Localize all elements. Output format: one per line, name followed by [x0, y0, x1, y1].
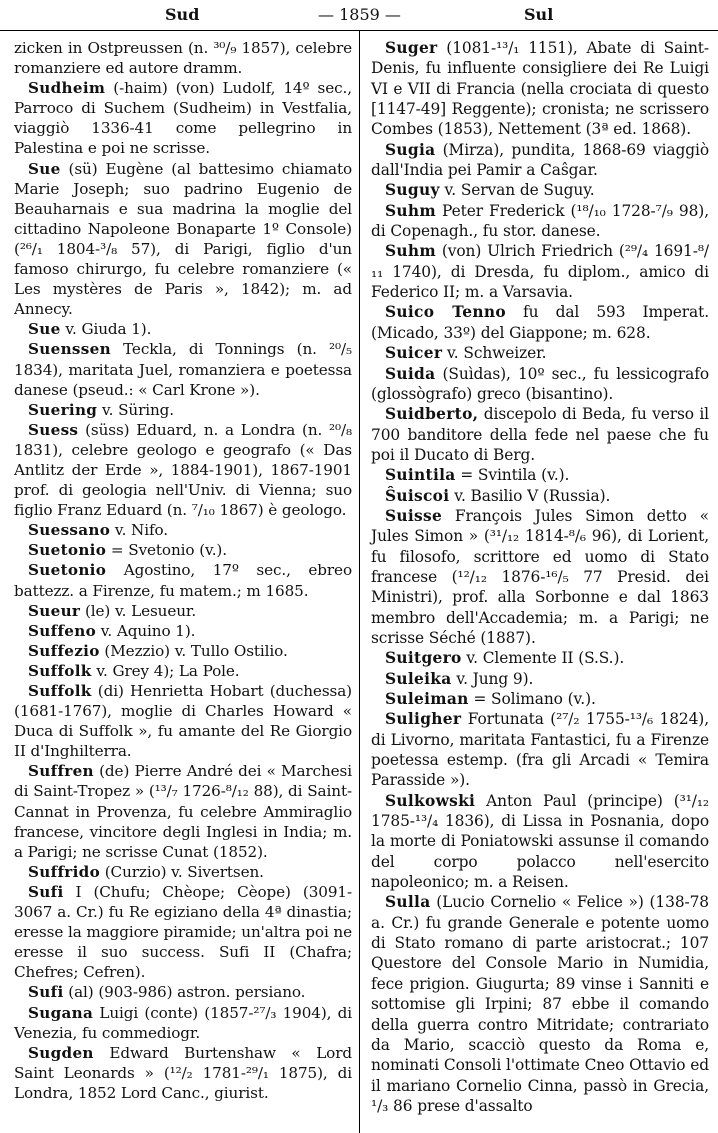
- entry-text: zicken in Ostpreussen (n. ³⁰/₉ 1857), celebre romanziere ed autore dramm.: [14, 39, 352, 78]
- entry-headword: Suering: [28, 400, 98, 419]
- dictionary-entry: [371, 892, 709, 1116]
- dictionary-entry: [14, 761, 352, 861]
- entry-text: (süss) Eduard, n. a Londra (n. ²⁰/₈ 1831), celebre geologo e geografo (« Das Antlitz der Erde », 1884-1901), 1867-1901 prof. di geologia nell'Univ. di Vienna; suo figlio Franz Eduard (n. ⁷/₁₀ 1867) è geologo.: [14, 420, 353, 520]
- entry-headword: Suida: [385, 364, 436, 383]
- dictionary-entry: [371, 404, 709, 465]
- entry-headword: Suguy: [385, 181, 440, 200]
- dictionary-entry: [14, 1043, 352, 1103]
- dictionary-entry: [371, 140, 709, 181]
- entry-headword: Sugia: [385, 140, 436, 159]
- dictionary-entry: [14, 38, 352, 78]
- entry-text: (sü) Eugène (al battesimo chiamato Marie Joseph; suo padrino Eugenio de Beauharnais e sua madrina la moglie del cittadino Napoleone Bonaparte 1º Console) (²⁶/₁ 1804-³/₈ 57), di Parigi, figlio d'un famoso chirurgo, fu celebre romanziere (« Les mystères de Paris », 1842); m. ad Annecy.: [14, 159, 352, 319]
- entry-text: (Lucio Cornelio « Felice ») (138-78 a. Cr.) fu grande Generale e potente uomo di Stato romano di parte aristocrat.; 107 Questore del Console Mario in Numidia, fece prigion. Giugurta; 89 vinse i Sanniti e sottomise gli Irpini; 87 ebbe il comando della guerra contro Mitridate; contrariato da Mario, scacciò questo da Roma e, nominati Consoli l'ottimate Cneo Ottavio ed il mariano Cornelio Cinna, passò in Grecia, ¹/₃ 86 prese d'assalto: [371, 893, 709, 1115]
- dictionary-entry: [14, 540, 352, 560]
- entry-headword: Suetonio: [28, 561, 107, 580]
- entry-headword: Suffeno: [28, 621, 97, 640]
- dictionary-entry: [14, 661, 352, 681]
- dictionary-entry: [371, 791, 709, 893]
- dictionary-entry: [14, 641, 352, 661]
- header-right-guideword: Sul: [524, 5, 554, 24]
- dictionary-entry: [14, 681, 352, 761]
- dictionary-entry: [371, 689, 709, 709]
- dictionary-entry: [371, 648, 709, 668]
- entry-text: v. Grey 4); La Pole.: [96, 661, 240, 680]
- entry-text: v. Aquino 1).: [100, 621, 196, 640]
- dictionary-entry: [371, 343, 709, 363]
- dictionary-entry: [371, 38, 709, 140]
- entry-text: = Svetonio (v.).: [110, 541, 227, 560]
- dictionary-entry: [371, 180, 709, 200]
- entry-text: (al) (903-986) astron. persiano.: [68, 983, 306, 1002]
- entry-headword: Suffolk: [28, 682, 92, 700]
- dictionary-entry: [14, 601, 352, 621]
- dictionary-entry: [14, 520, 352, 540]
- dictionary-entry: [371, 201, 709, 242]
- dictionary-entry: [14, 78, 352, 158]
- entry-text: Anton Paul (principe) (³¹/₁₂ 1785-¹³/₄ 1836), di Lissa in Posnania, dopo la morte di Poniatowski assunse il comando del corpo polacco nell'esercito napoleonico; m. a Reisen.: [371, 791, 709, 892]
- dictionary-entry: [371, 241, 709, 302]
- entry-headword: Suess: [28, 420, 79, 439]
- entry-headword: Suitgero: [385, 649, 462, 668]
- entry-headword: Suleika: [385, 669, 452, 688]
- entry-headword: Sue: [28, 320, 61, 339]
- entry-headword: Sulla: [385, 893, 431, 912]
- entry-text: Teckla, di Tonnings (n. ²⁰/₅ 1834), maritata Juel, romanziera e poetessa danese (pseud.: « Carl Krone »).: [14, 340, 352, 399]
- entry-headword: Suicer: [385, 344, 443, 363]
- entry-text: Luigi (conte) (1857-²⁷/₃ 1904), di Venezia, fu commediogr.: [14, 1003, 352, 1042]
- dictionary-entry: [371, 486, 709, 506]
- entry-text: v. Jung 9).: [456, 669, 534, 688]
- entry-text: (de) Pierre André dei « Marchesi di Saint-Tropez » (¹³/₇ 1726-⁸/₁₂ 88), di Saint-Cannat in Provenza, fu celebre Ammiraglio francese, vincitore degli Inglesi in India; m. a Parigi; ne scrisse Cunat (1852).: [14, 762, 352, 861]
- entry-headword: Sueur: [28, 601, 81, 620]
- column-divider: [359, 30, 360, 1133]
- page-header: [0, 0, 718, 31]
- entry-headword: Sufi: [28, 983, 64, 1002]
- entry-text: = Solimano (v.).: [473, 690, 596, 708]
- entry-text: (Suìdas), 10º sec., fu lessicografo (glossògrafo) greco (bisantino).: [371, 364, 709, 403]
- entry-text: Agostino, 17º sec., ebreo battezz. a Firenze, fu matem.; m 1685.: [14, 561, 352, 600]
- dictionary-entry: [14, 862, 352, 882]
- dictionary-entry: [371, 709, 709, 790]
- header-left-guideword: Sud: [165, 5, 200, 24]
- entry-text: (-haim) (von) Ludolf, 14º sec., Parroco di Suchem (Sudheim) in Vestfalia, viaggiò 1336-41 come pellegrino in Palestina e poi ne scrisse.: [14, 79, 352, 158]
- entry-text: v. Clemente II (S.S.).: [466, 649, 625, 668]
- dictionary-entry: [14, 882, 352, 982]
- dictionary-entry: [371, 669, 709, 689]
- dictionary-entry: [14, 420, 352, 520]
- dictionary-entry: [371, 364, 709, 405]
- entry-text: (le) v. Lesueur.: [84, 601, 197, 620]
- dictionary-entry: [14, 400, 352, 420]
- entry-text: (Mirza), pundita, 1868-69 viaggiò dall'India pei Pamir a Caŝgar.: [371, 140, 709, 180]
- entry-text: v. Nifo.: [114, 521, 169, 540]
- entry-headword: Suisse: [385, 506, 443, 525]
- entry-text: Edward Burtenshaw « Lord Saint Leonards » (¹²/₂ 1781-²⁹/₁ 1875), di Londra, 1852 Lord Canc., giurist.: [14, 1043, 352, 1102]
- entry-headword: Suffren: [28, 762, 94, 781]
- entry-text: (1081-¹³/₁ 1151), Abate di Saint-Denis, fu influente consigliere dei Re Luigi VI e VII di Francia (nella crociata di questo [1147-49] Reggente); cronista; ne scrissero Combes (1853), Nettement (3ª ed. 1868).: [371, 39, 709, 139]
- page-number: — 1859 —: [318, 5, 401, 24]
- entry-text: (von) Ulrich Friedrich (²⁹/₄ 1691-⁸/₁₁ 1740), di Dresda, fu diplom., amico di Federico II; m. a Varsavia.: [371, 242, 709, 302]
- entry-text: fu dal 593 Imperat. (Micado, 33º) del Giappone; m. 628.: [371, 303, 709, 342]
- entry-headword: Suffrido: [28, 862, 100, 881]
- entry-text: I (Chufu; Chèope; Cèope) (3091-3067 a. Cr.) fu Re egiziano della 4ª dinastia; eresse la maggiore piramide; un'altra poi ne eresse il suo success. Sufi II (Chafra; Chefres; Cefren).: [14, 882, 353, 982]
- entry-headword: Suhm: [385, 201, 436, 220]
- dictionary-entry: [371, 302, 709, 343]
- entry-text: v. Servan de Suguy.: [444, 181, 595, 200]
- entry-headword: Ŝuiscoi: [385, 486, 450, 505]
- entry-headword: Suffolk: [28, 661, 92, 680]
- entry-text: v. Süring.: [101, 400, 175, 419]
- entry-headword: Suleiman: [385, 690, 469, 708]
- dictionary-entry: [14, 621, 352, 641]
- entry-text: (Curzio) v. Sivertsen.: [104, 862, 264, 881]
- entry-headword: Suger: [385, 39, 438, 57]
- dictionary-entry: [14, 339, 352, 399]
- entry-headword: Suffezio: [28, 641, 100, 660]
- entry-text: (Mezzio) v. Tullo Ostilio.: [104, 641, 288, 660]
- entry-headword: Suico Tenno: [385, 303, 506, 322]
- entry-headword: Suessano: [28, 521, 111, 540]
- dictionary-entry: [371, 465, 709, 485]
- left-column: [14, 38, 352, 1103]
- entry-headword: Sugana: [28, 1003, 94, 1022]
- entry-headword: Sue: [28, 159, 61, 178]
- entry-headword: Suidberto,: [385, 405, 479, 424]
- entry-text: = Svintila (v.).: [460, 466, 570, 485]
- entry-headword: Sulkowski: [385, 791, 476, 810]
- entry-headword: Sufi: [28, 882, 64, 901]
- entry-headword: Suligher: [385, 710, 462, 729]
- entry-text: Fortunata (²⁷/₂ 1755-¹³/₆ 1824), di Livorno, maritata Fantastici, fu a Firenze poetessa estemp. (fra gli Arcadi « Temira Parasside »).: [371, 710, 709, 790]
- entry-headword: Sudheim: [28, 79, 106, 98]
- entry-headword: Sugden: [28, 1043, 94, 1062]
- entry-headword: Suenssen: [28, 340, 111, 359]
- entry-headword: Suintila: [385, 466, 456, 485]
- entry-text: v. Basilio V (Russia).: [454, 486, 611, 505]
- entry-text: v. Schweizer.: [447, 344, 547, 363]
- entry-headword: Suetonio: [28, 541, 107, 560]
- entry-text: (di) Henrietta Hobart (duchessa) (1681-1767), moglie di Charles Howard « Duca di Suffolk », fu amante del Re Giorgio II d'Inghilterra.: [14, 682, 352, 761]
- entry-text: Peter Frederick (¹⁸/₁₀ 1728-⁷/₉ 98), di Copenagh., fu stor. danese.: [371, 201, 709, 241]
- entry-text: discepolo di Beda, fu verso il 700 banditore della fede nel paese che fu poi il Ducato di Berg.: [371, 405, 709, 464]
- entry-headword: Suhm: [385, 242, 436, 261]
- dictionary-entry: [371, 506, 709, 648]
- right-column: [371, 38, 709, 1116]
- dictionary-entry: [14, 982, 352, 1002]
- dictionary-entry: [14, 319, 352, 339]
- entry-text: François Jules Simon detto « Jules Simon » (³¹/₁₂ 1814-⁸/₆ 96), di Lorient, fu filosofo, scrittore ed uomo di Stato francese (¹²/₁₂ 1876-¹⁶/₅ 77 Presid. dei Ministri), prof. alla Sorbonne e dal 1863 membro dell'Accademia; m. a Parigi; ne scrisse Séché (1887).: [371, 506, 709, 647]
- dictionary-entry: [14, 159, 352, 320]
- dictionary-entry: [14, 560, 352, 600]
- dictionary-entry: [14, 1003, 352, 1043]
- entry-text: v. Giuda 1).: [65, 320, 152, 339]
